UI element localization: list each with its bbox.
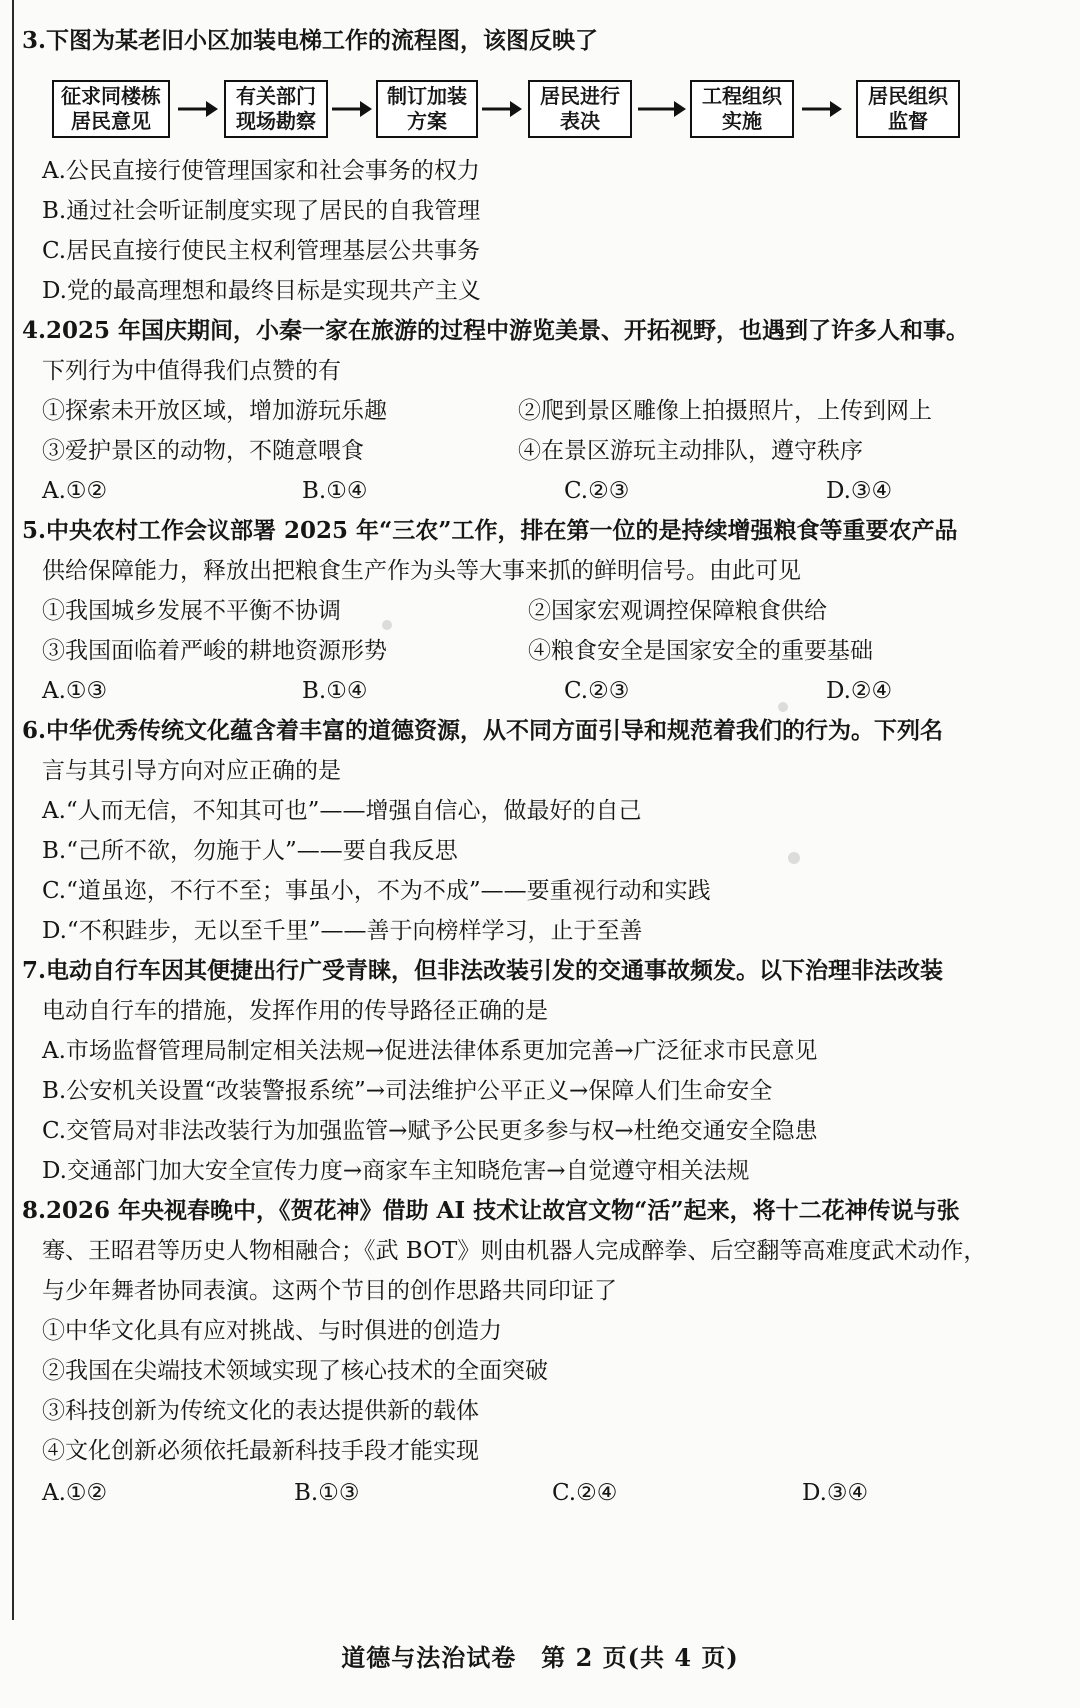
q8-item-2: ②我国在尖端技术领域实现了核心技术的全面突破 (42, 1358, 548, 1384)
q7-option-d: D.交通部门加大安全宣传力度→商家车主知晓危害→自觉遵守相关法规 (42, 1158, 750, 1184)
q3-option-d: D.党的最高理想和最终目标是实现共产主义 (42, 278, 481, 304)
q4-stem-line2: 下列行为中值得我们点赞的有 (42, 358, 341, 384)
flow-arrow-icon (176, 98, 220, 120)
q7-stem-line2: 电动自行车的措施，发挥作用的传导路径正确的是 (42, 998, 548, 1024)
q3-stem: 3.下图为某老旧小区加装电梯工作的流程图，该图反映了 (22, 27, 599, 54)
q7-option-b: B.公安机关设置“改装警报系统”→司法维护公平正义→保障人们生命安全 (42, 1078, 773, 1104)
q5-stem-line1: 5.中央农村工作会议部署 2025 年“三农”工作，排在第一位的是持续增强粮食等重要农产品 (22, 517, 958, 544)
q4-item-1: ①探索未开放区域，增加游玩乐趣 (42, 398, 387, 424)
q8-stem-line1: 8.2026 年央视春晚中，《贺花神》借助 AI 技术让故宫文物“活”起来，将十二花神传说与张 (22, 1197, 960, 1224)
q4-item-3: ③爱护景区的动物，不随意喂食 (42, 438, 364, 464)
q6-option-c: C.“道虽迩，不行不至；事虽小，不为不成”——要重视行动和实践 (42, 878, 711, 904)
flow-step-1: 征求同楼栋 居民意见 (52, 80, 170, 138)
scan-speck (382, 620, 392, 630)
q5-choice-a: A.①③ (42, 678, 108, 704)
flow-step-3: 制订加装 方案 (376, 80, 478, 138)
q4-choice-a: A.①② (42, 478, 108, 504)
flow-step-2: 有关部门 现场勘察 (224, 80, 328, 138)
q8-choice-d: D.③④ (802, 1480, 869, 1506)
q6-option-b: B.“己所不欲，勿施于人”——要自我反思 (42, 838, 458, 864)
q3-option-b: B.通过社会听证制度实现了居民的自我管理 (42, 198, 481, 224)
q8-stem-line2: 骞、王昭君等历史人物相融合；《武 BOT》则由机器人完成醉拳、后空翻等高难度武术动作， (42, 1238, 987, 1264)
q8-stem-line3: 与少年舞者协同表演。这两个节目的创作思路共同印证了 (42, 1278, 617, 1304)
q5-choice-c: C.②③ (564, 678, 630, 704)
q6-option-d: D.“不积跬步，无以至千里”——善于向榜样学习，止于至善 (42, 918, 643, 944)
q7-option-a: A.市场监督管理局制定相关法规→促进法律体系更加完善→广泛征求市民意见 (42, 1038, 818, 1064)
q8-choice-c: C.②④ (552, 1480, 618, 1506)
q4-item-2: ②爬到景区雕像上拍摄照片，上传到网上 (518, 398, 932, 424)
q4-item-4: ④在景区游玩主动排队，遵守秩序 (518, 438, 863, 464)
q4-choice-b: B.①④ (302, 478, 368, 504)
page-footer: 道德与法治试卷 第 2 页(共 4 页) (341, 1643, 739, 1672)
q3-option-a: A.公民直接行使管理国家和社会事务的权力 (42, 158, 480, 184)
q3-flowchart (52, 80, 1022, 148)
q7-option-c: C.交管局对非法改装行为加强监管→赋予公民更多参与权→杜绝交通安全隐患 (42, 1118, 818, 1144)
flow-step-4: 居民进行 表决 (528, 80, 632, 138)
q6-option-a: A.“人而无信，不知其可也”——增强自信心，做最好的自己 (42, 798, 642, 824)
q5-item-2: ②国家宏观调控保障粮食供给 (528, 598, 827, 624)
q8-item-4: ④文化创新必须依托最新科技手段才能实现 (42, 1438, 479, 1464)
q8-choice-a: A.①② (42, 1480, 108, 1506)
q3-option-c: C.居民直接行使民主权利管理基层公共事务 (42, 238, 481, 264)
scan-speck (788, 852, 800, 864)
flow-step-5: 工程组织 实施 (690, 80, 794, 138)
q5-choice-d: D.②④ (826, 678, 893, 704)
q8-item-1: ①中华文化具有应对挑战、与时俱进的创造力 (42, 1318, 502, 1344)
flow-arrow-icon (480, 98, 524, 120)
flow-arrow-icon (636, 98, 688, 120)
scan-speck (778, 702, 788, 712)
q6-stem-line2: 言与其引导方向对应正确的是 (42, 758, 341, 784)
q5-item-3: ③我国面临着严峻的耕地资源形势 (42, 638, 387, 664)
q5-stem-line2: 供给保障能力，释放出把粮食生产作为头等大事来抓的鲜明信号。由此可见 (42, 558, 801, 584)
q8-choice-b: B.①③ (294, 1480, 360, 1506)
q6-stem-line1: 6.中华优秀传统文化蕴含着丰富的道德资源，从不同方面引导和规范着我们的行为。下列名 (22, 717, 944, 744)
flow-arrow-icon (800, 98, 844, 120)
q4-stem-line1: 4.2025 年国庆期间，小秦一家在旅游的过程中游览美景、开拓视野，也遇到了许多人和事。 (22, 317, 970, 344)
q5-choice-b: B.①④ (302, 678, 368, 704)
flow-arrow-icon (330, 98, 374, 120)
q4-choice-c: C.②③ (564, 478, 630, 504)
flow-step-6: 居民组织 监督 (856, 80, 960, 138)
binding-margin-line (12, 0, 14, 1620)
q7-stem-line1: 7.电动自行车因其便捷出行广受青睐，但非法改装引发的交通事故频发。以下治理非法改装 (22, 957, 944, 984)
q5-item-1: ①我国城乡发展不平衡不协调 (42, 598, 341, 624)
q8-item-3: ③科技创新为传统文化的表达提供新的载体 (42, 1398, 479, 1424)
q5-item-4: ④粮食安全是国家安全的重要基础 (528, 638, 873, 664)
q4-choice-d: D.③④ (826, 478, 893, 504)
